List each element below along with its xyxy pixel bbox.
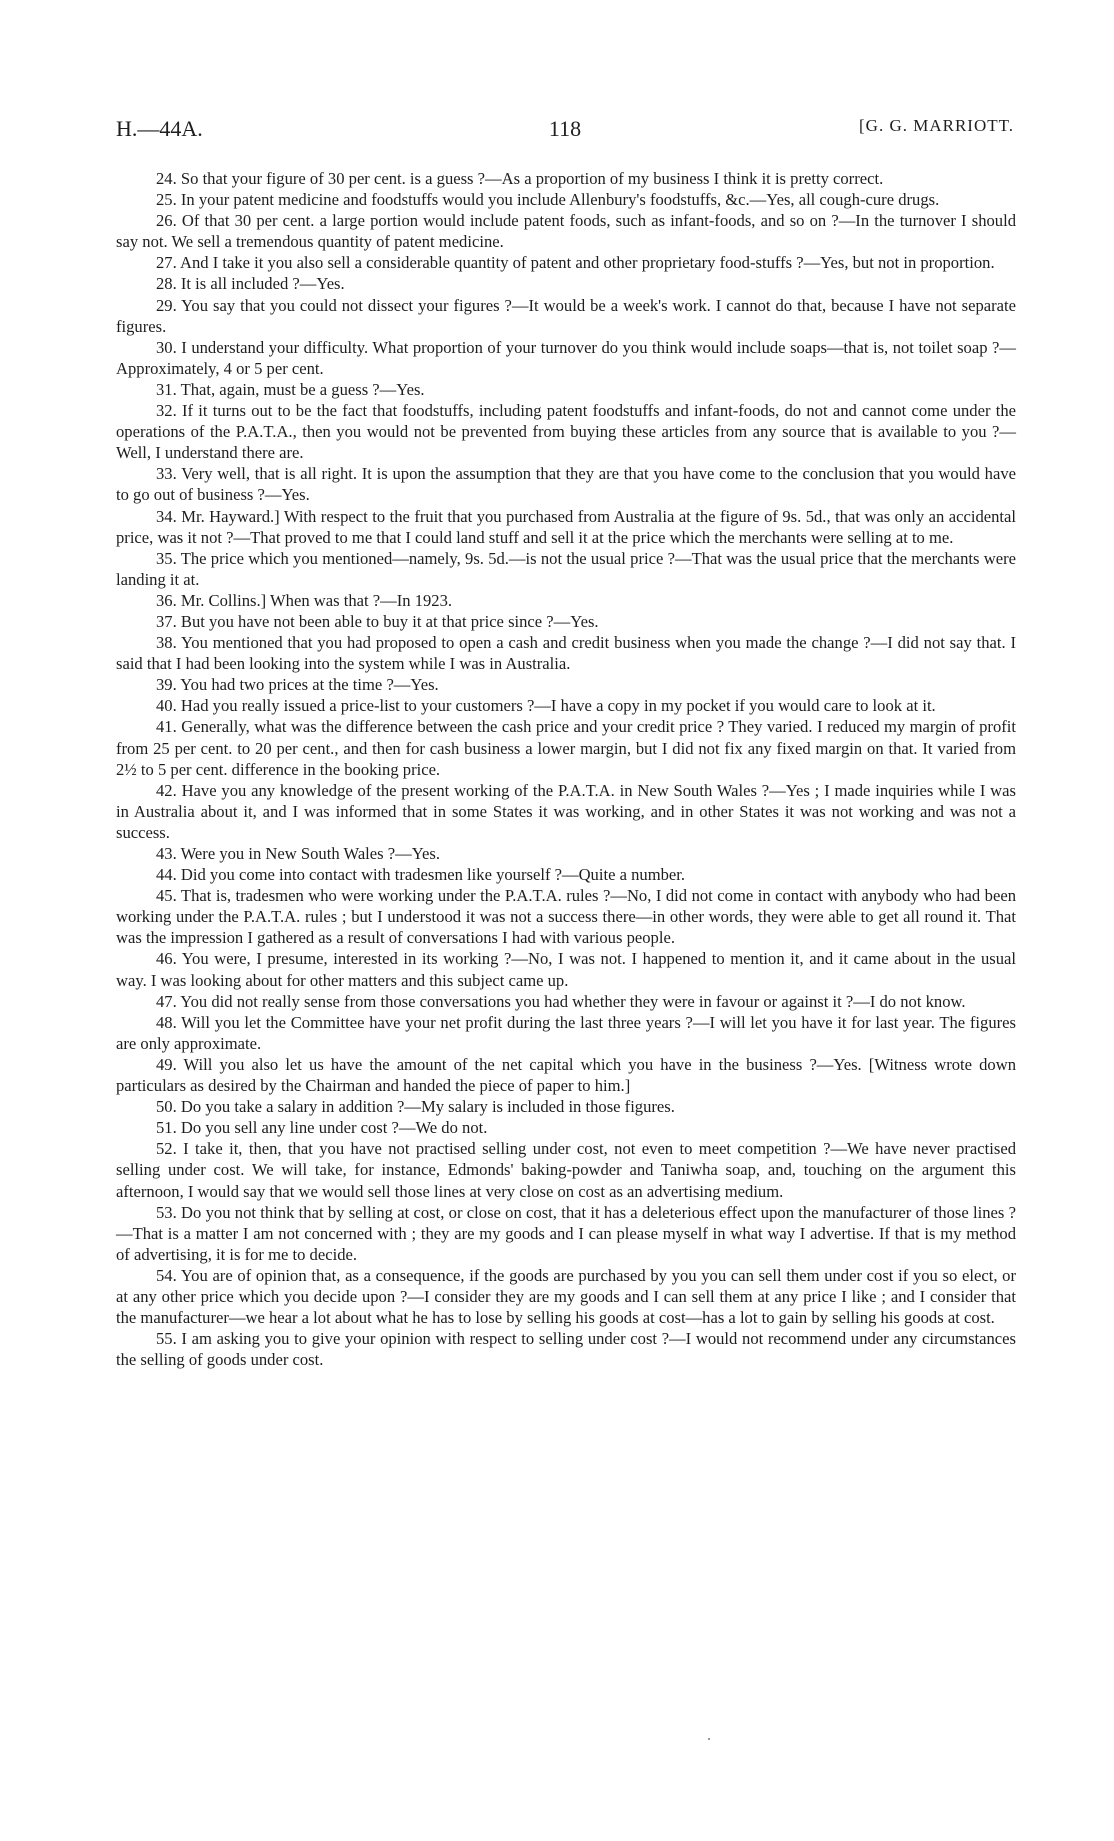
paragraph-37: 37. But you have not been able to buy it at that price since ?—Yes. [156, 611, 599, 631]
paragraph-30: 30. I understand your difficulty. What proportion of your turnover do you think would include soaps—that is, not toilet soap ?—Approximately, 4 or 5 per cent. [116, 337, 1016, 378]
paragraph-28: 28. It is all included ?—Yes. [156, 274, 345, 294]
paragraph-38: 38. You mentioned that you had proposed to open a cash and credit business when you made the change ?—I did not say that. I said that I had been looking into the system while I was in Australia. [116, 633, 1016, 674]
paragraph-45: 45. That is, tradesmen who were working under the P.A.T.A. rules ?—No, I did not come in contact with anybody who had been working under the P.A.T.A. rules ; but I understood it was not a success there—in other words, they were able to get all round it. That was the impression I gathered as a result of conversations I had with various people. [116, 886, 1016, 948]
paragraph-39: 39. You had two prices at the time ?—Yes. [156, 675, 439, 695]
paragraph-36: 36. Mr. Collins.] When was that ?—In 1923. [156, 590, 453, 610]
paragraph-42: 42. Have you any knowledge of the present working of the P.A.T.A. in New South Wales ?—Yes ; I made inquiries while I was in Australia about it, and I was informed that in some States it was working, and in other States it was not working and was not a success. [116, 780, 1016, 842]
print-speck [708, 1738, 710, 1740]
paragraph-52: 52. I take it, then, that you have not practised selling under cost, not even to meet competition ?—We have never practised selling under cost. We will take, for instance, Edmonds' baking-powder and Taniwha soap, and, touching on the argument this afternoon, I would say that we would sell those lines at very close on cost as an advertising medium. [116, 1139, 1016, 1201]
paragraph-48: 48. Will you let the Committee have your net profit during the last three years ?—I will let you have it for last year. The figures are only approximate. [116, 1012, 1016, 1053]
paragraph-55: 55. I am asking you to give your opinion with respect to selling under cost ?—I would not recommend under any circumstances the selling of goods under cost. [116, 1329, 1016, 1370]
paragraph-35: 35. The price which you mentioned—namely, 9s. 5d.—is not the usual price ?—That was the usual price that the merchants were landing it at. [116, 548, 1016, 589]
document-reference: H.—44A. [116, 116, 203, 141]
evidence-text [116, 168, 1016, 1370]
paragraph-34: 34. Mr. Hayward.] With respect to the fruit that you purchased from Australia at the figure of 9s. 5d., that was only an accidental price, was it not ?—That proved to me that I could land stuff and sell it at the price which the merchants were selling at to me. [116, 506, 1016, 547]
paragraph-43: 43. Were you in New South Wales ?—Yes. [156, 844, 441, 863]
paragraph-27: 27. And I take it you also sell a considerable quantity of patent and other proprietary food-stuffs ?—Yes, but not in proportion. [156, 253, 995, 273]
paragraph-26: 26. Of that 30 per cent. a large portion would include patent foods, such as infant-foods, and so on ?—In the turnover I should say not. We sell a tremendous quantity of patent medicine. [116, 211, 1016, 252]
paragraph-25: 25. In your patent medicine and foodstuffs would you include Allenbury's foodstuffs, &c.—Yes, all cough-cure drugs. [156, 190, 940, 210]
page-header [116, 116, 1014, 146]
paragraph-24: 24. So that your figure of 30 per cent. is a guess ?—As a proportion of my business I think it is pretty correct. [156, 169, 884, 188]
paragraph-54: 54. You are of opinion that, as a consequence, if the goods are purchased by you you can sell them under cost if you so elect, or at any other price which you decide upon ?—I consider they are my goods and I can sell them at any price I like ; and I consider that the manufacturer—we hear a lot about what he has to lose by selling his goods at cost—has a lot to gain by selling his goods at cost. [116, 1265, 1016, 1328]
paragraph-41: 41. Generally, what was the difference between the cash price and your credit price ? They varied. I reduced my margin of profit from 25 per cent. to 20 per cent., and then for cash business a lower margin, but I did not fix any fixed margin on that. It varied from 2½ to 5 per cent. difference in the booking price. [116, 717, 1016, 779]
paragraph-31: 31. That, again, must be a guess ?—Yes. [156, 379, 425, 399]
paragraph-40: 40. Had you really issued a price-list to your customers ?—I have a copy in my pocket if you would care to look at it. [156, 696, 936, 716]
paragraph-51: 51. Do you sell any line under cost ?—We do not. [156, 1118, 488, 1138]
paragraph-32: 32. If it turns out to be the fact that foodstuffs, including patent foodstuffs and infant-foods, do not and cannot come under the operations of the P.A.T.A., then you would not be prevented from buying these articles from any source that is available to you ?—Well, I understand there are. [116, 401, 1016, 463]
paragraph-53: 53. Do you not think that by selling at cost, or close on cost, that it has a deleterious effect upon the manufacturer of those lines ?—That is a matter I am not concerned with ; they are my goods and I can please myself in what way I advertise. If that is my method of advertising, it is for me to decide. [116, 1202, 1016, 1264]
paragraph-29: 29. You say that you could not dissect your figures ?—It would be a week's work. I cannot do that, because I have not separate figures. [116, 295, 1016, 336]
page-number: 118 [548, 116, 582, 141]
paragraph-50: 50. Do you take a salary in addition ?—My salary is included in those figures. [156, 1097, 675, 1117]
paragraph-49: 49. Will you also let us have the amount of the net capital which you have in the business ?—Yes. [Witness wrote down particulars as desired by the Chairman and handed the piece of paper to him.] [116, 1054, 1016, 1096]
paragraph-46: 46. You were, I presume, interested in its working ?—No, I was not. I happened to mention it, and it came about in the usual way. I was looking about for other matters and this subject came up. [116, 949, 1016, 990]
witness-name: [G. G. MARRIOTT. [859, 116, 1014, 135]
paragraph-44: 44. Did you come into contact with tradesmen like yourself ?—Quite a number. [156, 865, 686, 885]
paragraph-33: 33. Very well, that is all right. It is upon the assumption that they are that you have come to the conclusion that you would have to go out of business ?—Yes. [116, 464, 1016, 505]
paragraph-47: 47. You did not really sense from those conversations you had whether they were in favour or against it ?—I do not know. [156, 991, 966, 1011]
